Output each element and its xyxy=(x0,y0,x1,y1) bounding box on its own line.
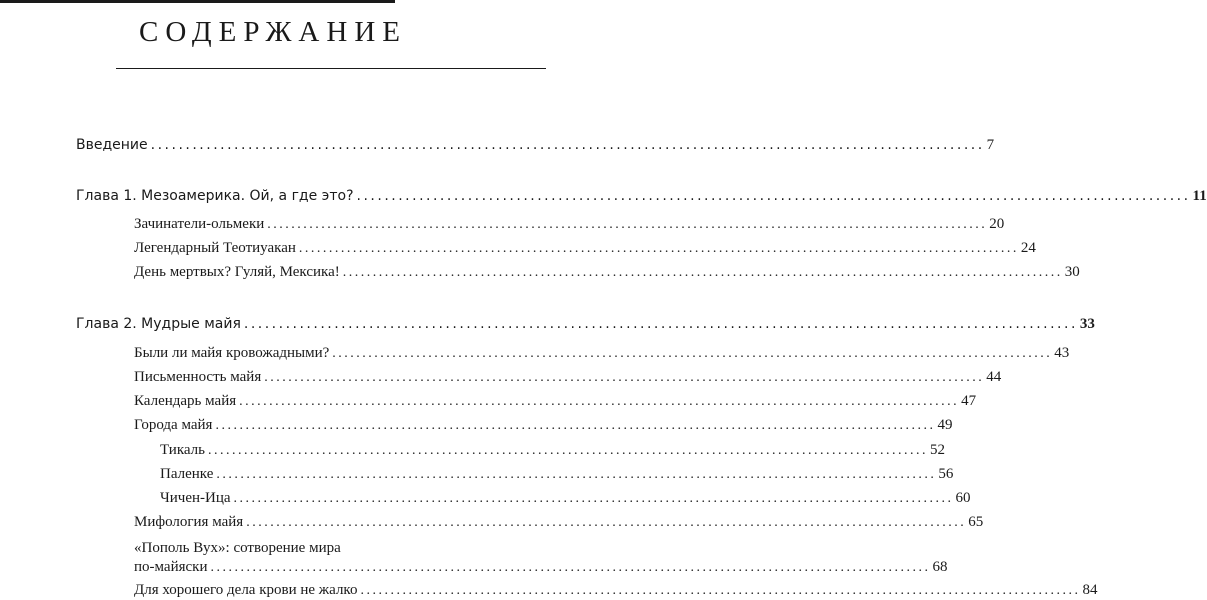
leader-dots: ........................................................................................................................ xyxy=(239,394,960,409)
leader-dots: ........................................................................................................................ xyxy=(208,443,928,458)
toc-entry-chapter-2[interactable] xyxy=(76,316,1095,333)
leader-dots: ........................................................................................................................ xyxy=(233,491,954,506)
toc-entry-intro[interactable] xyxy=(76,137,995,154)
toc-page-number: 30 xyxy=(1064,264,1080,280)
toc-page-number: 44 xyxy=(986,369,1002,385)
toc-page-number: 56 xyxy=(938,466,954,482)
toc-page-number: 65 xyxy=(968,514,984,530)
toc-label: Введение xyxy=(76,137,148,153)
toc-entry-calendar[interactable] xyxy=(134,393,977,410)
leader-dots: ........................................................................................................................ xyxy=(246,515,967,530)
toc-entry-writing[interactable] xyxy=(134,369,1002,386)
leader-dots: ........................................................................................................................ xyxy=(332,346,1053,361)
leader-dots: ........................................................................................................................ xyxy=(264,370,985,385)
toc-entry-olmecs[interactable] xyxy=(134,216,1005,233)
toc-label: Паленке xyxy=(160,466,214,482)
toc-page-number: 24 xyxy=(1020,240,1036,256)
leader-dots: ........................................................................................................................ xyxy=(267,217,988,232)
toc-label-line-2: по-майяски xyxy=(134,559,208,575)
toc-label: Глава 2. Мудрые майя xyxy=(76,316,241,332)
leader-dots: ........................................................................................................................ xyxy=(298,241,1019,256)
toc-entry-popol-vuh-line-2 xyxy=(134,558,948,577)
toc-label: День мертвых? Гуляй, Мексика! xyxy=(134,264,340,280)
toc-entry-popol-vuh[interactable] xyxy=(134,539,948,577)
toc-label: Тикаль xyxy=(160,442,205,458)
toc-entry-palenque[interactable] xyxy=(160,466,954,483)
toc-entry-tikal[interactable] xyxy=(160,442,945,459)
toc-label: Письменность майя xyxy=(134,369,262,385)
toc-label: Зачинатели-ольмеки xyxy=(134,216,265,232)
toc-page-number: 60 xyxy=(955,490,971,506)
toc-label: Глава 1. Мезоамерика. Ой, а где это? xyxy=(76,188,354,204)
toc-label: Города майя xyxy=(134,417,213,433)
toc-entry-mythology[interactable] xyxy=(134,514,984,531)
toc-entry-chichen-itza[interactable] xyxy=(160,490,971,507)
toc-page-number: 84 xyxy=(1082,582,1098,598)
toc-page-number: 33 xyxy=(1079,316,1095,332)
top-rule xyxy=(0,0,395,3)
toc-entry-cities[interactable] xyxy=(134,417,953,434)
leader-dots: ........................................................................................................................ xyxy=(210,560,931,575)
leader-dots: ........................................................................................................................ xyxy=(243,316,1078,332)
page-title: СОДЕРЖАНИЕ xyxy=(139,16,407,48)
title-underline xyxy=(116,68,546,69)
leader-dots: ........................................................................................................................ xyxy=(150,137,985,153)
leader-dots: ........................................................................................................................ xyxy=(360,583,1081,598)
toc-page-number: 49 xyxy=(937,417,953,433)
leader-dots: ........................................................................................................................ xyxy=(216,467,937,482)
toc-label: Для хорошего дела крови не жалко xyxy=(134,582,358,598)
toc-page-number: 68 xyxy=(932,559,948,575)
toc-label: Мифология майя xyxy=(134,514,244,530)
toc-label: Были ли майя кровожадными? xyxy=(134,345,330,361)
leader-dots: ........................................................................................................................ xyxy=(356,188,1191,204)
toc-entry-day-of-dead[interactable] xyxy=(134,264,1080,281)
toc-entry-chapter-1[interactable] xyxy=(76,188,1207,205)
leader-dots: ........................................................................................................................ xyxy=(215,418,936,433)
toc-page-number: 7 xyxy=(986,137,995,153)
toc-page-number: 20 xyxy=(989,216,1005,232)
leader-dots: ........................................................................................................................ xyxy=(342,265,1063,280)
toc-entry-blood[interactable] xyxy=(134,582,1098,599)
toc-page-number: 47 xyxy=(961,393,977,409)
toc-label-line-1: «Пополь Вух»: сотворение мира xyxy=(134,540,341,556)
toc-label: Чичен-Ица xyxy=(160,490,231,506)
toc-label: Легендарный Теотиуакан xyxy=(134,240,296,256)
toc-page-number: 52 xyxy=(930,442,945,458)
toc-page-number: 11 xyxy=(1192,188,1207,204)
toc-label: Календарь майя xyxy=(134,393,237,409)
toc-page-number: 43 xyxy=(1054,345,1070,361)
toc-entry-teotihuacan[interactable] xyxy=(134,240,1036,257)
toc-entry-bloodthirsty[interactable] xyxy=(134,345,1070,362)
